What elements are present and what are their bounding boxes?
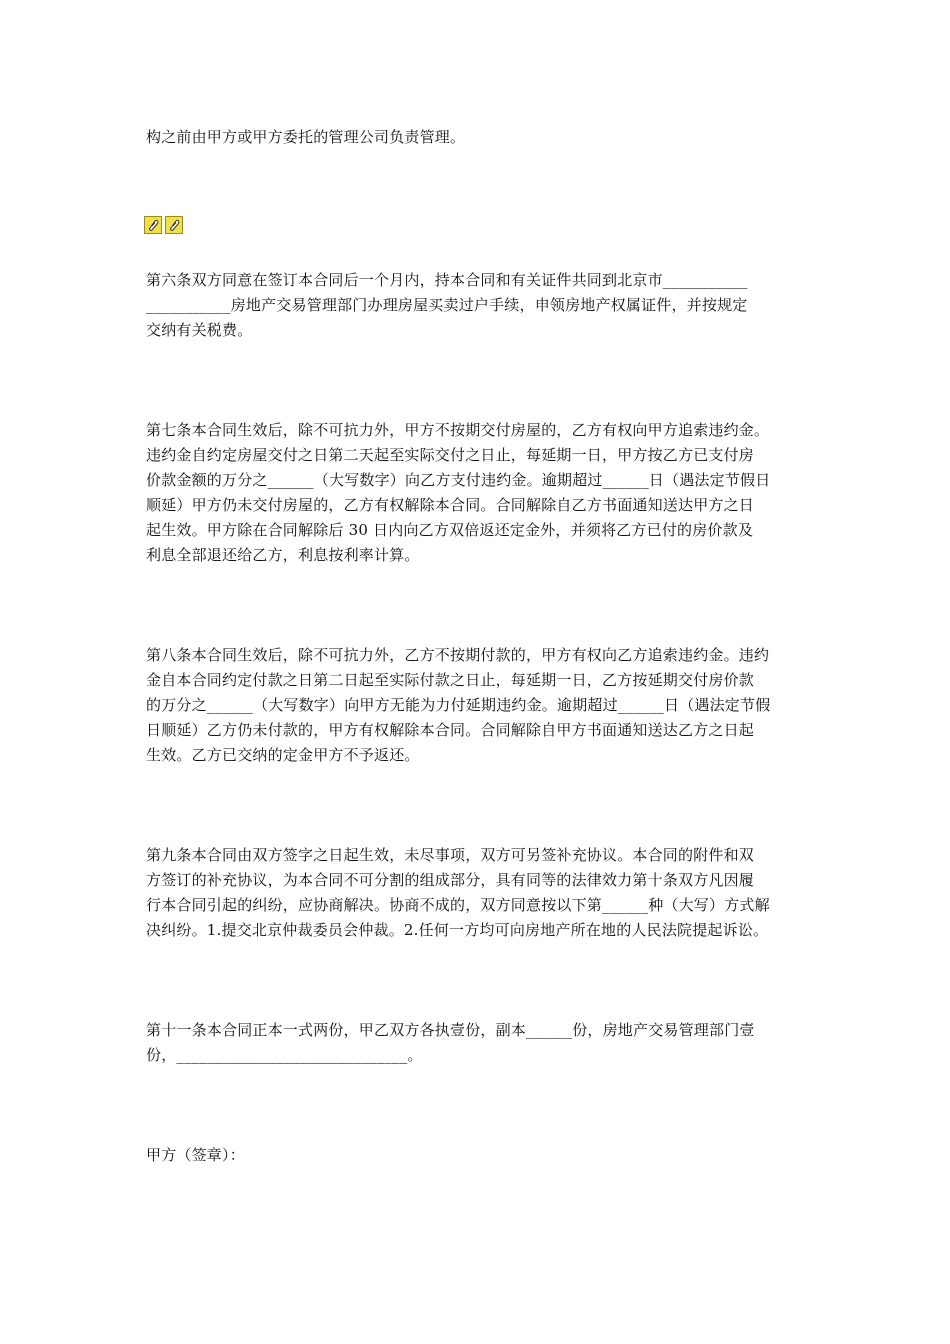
text-line: 的万分之______（大写数字）向甲方无能为力付延期违约金。逾期超过______日（遇法定节假 bbox=[146, 696, 771, 714]
paragraph-intro bbox=[146, 125, 826, 150]
text-line: 第七条本合同生效后，除不可抗力外，甲方不按期交付房屋的，乙方有权向甲方追索违约金。 bbox=[146, 421, 770, 439]
text-line: 甲方（签章）： bbox=[146, 1146, 245, 1164]
attachment-icon[interactable] bbox=[144, 216, 162, 234]
text-line: ___________房地产交易管理部门办理房屋买卖过户手续，申领房地产权属证件，并按规定 bbox=[146, 296, 748, 314]
article-9-10 bbox=[146, 843, 826, 943]
text-line: 行本合同引起的纠纷，应协商解决。协商不成的，双方同意按以下第______种（大写）方式解 bbox=[146, 896, 770, 914]
text-line: 方签订的补充协议，为本合同不可分割的组成部分，具有同等的法律效力第十条双方凡因履 bbox=[146, 871, 755, 889]
text-line: 利息全部退还给乙方，利息按利率计算。 bbox=[146, 546, 420, 564]
text-line: 交纳有关税费。 bbox=[146, 321, 253, 339]
icon-group bbox=[144, 216, 183, 236]
text-line: 构之前由甲方或甲方委托的管理公司负责管理。 bbox=[146, 128, 466, 146]
text-line: 价款金额的万分之______（大写数字）向乙方支付违约金。逾期超过______日（遇法定节假日 bbox=[146, 471, 771, 489]
article-8 bbox=[146, 643, 826, 768]
signature-party-a bbox=[146, 1143, 826, 1168]
attachment-icon[interactable] bbox=[165, 216, 183, 234]
text-line: 第九条本合同由双方签字之日起生效，未尽事项，双方可另签补充协议。本合同的附件和双 bbox=[146, 846, 755, 864]
article-11 bbox=[146, 1018, 826, 1068]
text-line: 生效。乙方已交纳的定金甲方不予返还。 bbox=[146, 746, 420, 764]
article-7 bbox=[146, 418, 826, 568]
text-line: 第十一条本合同正本一式两份，甲乙双方各执壹份，副本______份，房地产交易管理部门壹 bbox=[146, 1021, 755, 1039]
text-line: 日顺延）乙方仍未付款的，甲方有权解除本合同。合同解除自甲方书面通知送达乙方之日起 bbox=[146, 721, 755, 739]
text-line: 第八条本合同生效后，除不可抗力外，乙方不按期付款的，甲方有权向乙方追索违约金。违约 bbox=[146, 646, 770, 664]
text-line: 决纠纷。1.提交北京仲裁委员会仲裁。2.任何一方均可向房地产所在地的人民法院提起诉讼。 bbox=[146, 921, 769, 939]
text-line: 份，______________________________。 bbox=[146, 1046, 423, 1064]
article-6 bbox=[146, 268, 826, 343]
text-line: 违约金自约定房屋交付之日第二天起至实际交付之日止，每延期一日，甲方按乙方已支付房 bbox=[146, 446, 755, 464]
text-line: 顺延）甲方仍未交付房屋的，乙方有权解除本合同。合同解除自乙方书面通知送达甲方之日 bbox=[146, 496, 755, 514]
text-line: 起生效。甲方除在合同解除后 30 日内向乙方双倍返还定金外，并须将乙方已付的房价款及 bbox=[146, 521, 754, 539]
text-line: 金自本合同约定付款之日第二日起至实际付款之日止，每延期一日，乙方按延期交付房价款 bbox=[146, 671, 755, 689]
text-line: 第六条双方同意在签订本合同后一个月内，持本合同和有关证件共同到北京市___________ bbox=[146, 271, 748, 289]
